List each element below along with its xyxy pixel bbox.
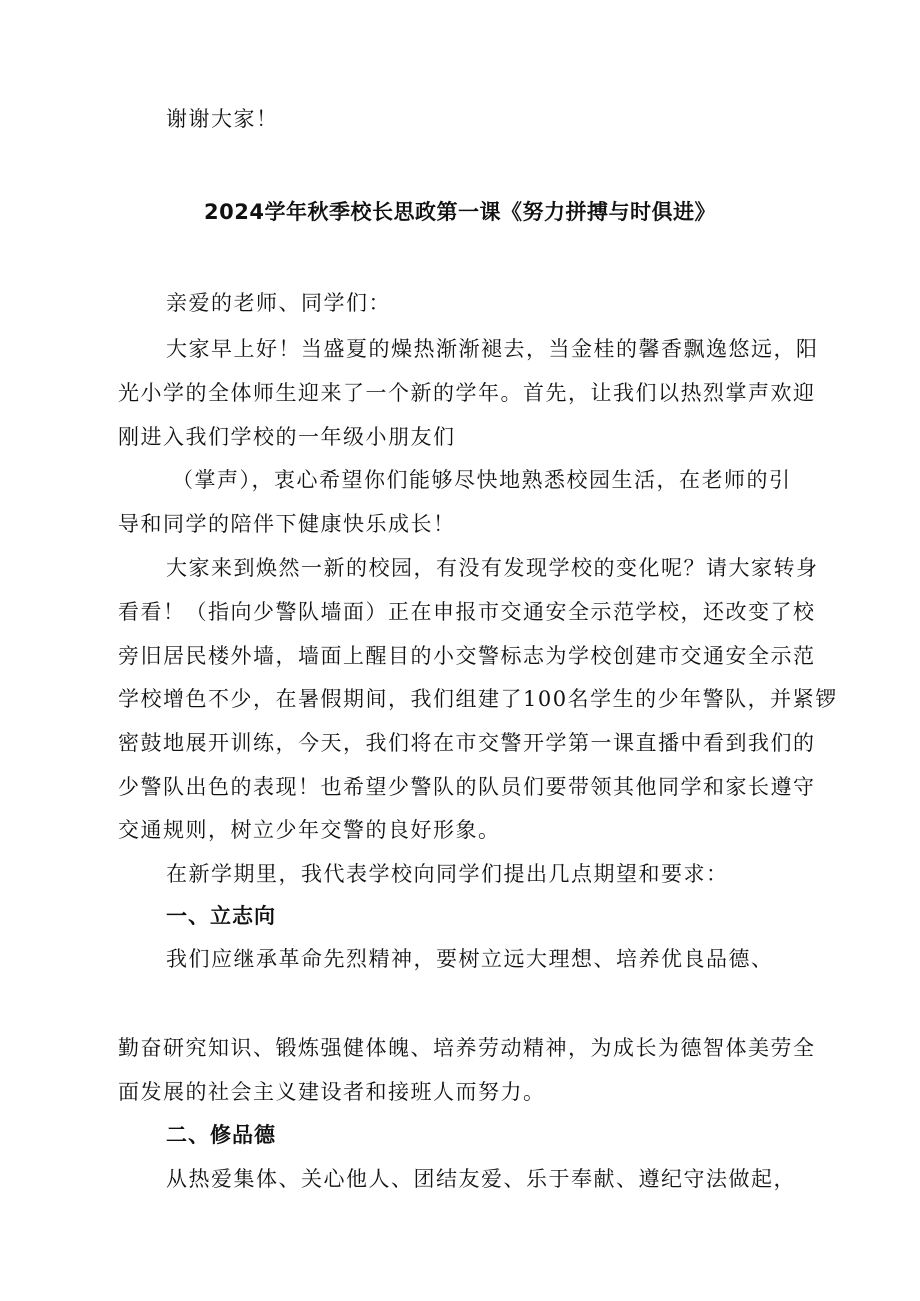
paragraph-line: 看看！（指向少警队墙面）正在申报市交通安全示范学校，还改变了校 bbox=[118, 600, 816, 624]
greeting: 亲爱的老师、同学们： bbox=[166, 291, 391, 315]
document-title: 2024学年秋季校长思政第一课《努力拼搏与时俱进》 bbox=[204, 200, 716, 224]
paragraph-line: 面发展的社会主义建设者和接班人而努力。 bbox=[118, 1080, 546, 1104]
paragraph-line: 导和同学的陪伴下健康快乐成长！ bbox=[118, 512, 456, 536]
paragraph-line: 密鼓地展开训练，今天，我们将在市交警开学第一课直播中看到我们的 bbox=[118, 731, 816, 755]
paragraph-line: 从热爱集体、关心他人、团结友爱、乐于奉献、遵纪守法做起， bbox=[166, 1167, 796, 1191]
paragraph-line: 交通规则，树立少年交警的良好形象。 bbox=[118, 818, 501, 842]
paragraph-line: 少警队出色的表现！也希望少警队的队员们要带领其他同学和家长遵守 bbox=[118, 775, 816, 799]
paragraph-line: 大家早上好！当盛夏的燥热渐渐褪去，当金桂的馨香飘逸悠远，阳 bbox=[166, 337, 819, 361]
paragraph-line: （掌声），衷心希望你们能够尽快地熟悉校园生活，在老师的引 bbox=[172, 468, 792, 492]
paragraph-line: 刚进入我们学校的一年级小朋友们 bbox=[118, 425, 456, 449]
paragraph-line: 勤奋研究知识、锻炼强健体魄、培养劳动精神，为成长为德智体美劳全 bbox=[118, 1036, 816, 1060]
closing-text: 谢谢大家！ bbox=[166, 107, 279, 131]
paragraph-line: 旁旧居民楼外墙，墙面上醒目的小交警标志为学校创建市交通安全示范 bbox=[118, 644, 816, 668]
paragraph-line: 在新学期里，我代表学校向同学们提出几点期望和要求： bbox=[166, 862, 729, 886]
paragraph-line: 学校增色不少，在暑假期间，我们组建了100名学生的少年警队，并紧锣 bbox=[118, 687, 838, 711]
paragraph-line: 我们应继承革命先烈精神，要树立远大理想、培养优良品德、 bbox=[166, 947, 774, 971]
section-heading: 二、修品德 bbox=[166, 1123, 276, 1147]
paragraph-line: 大家来到焕然一新的校园，有没有发现学校的变化呢？请大家转身 bbox=[166, 556, 819, 580]
paragraph-line: 光小学的全体师生迎来了一个新的学年。首先，让我们以热烈掌声欢迎 bbox=[118, 381, 816, 405]
section-heading: 一、立志向 bbox=[166, 904, 276, 928]
